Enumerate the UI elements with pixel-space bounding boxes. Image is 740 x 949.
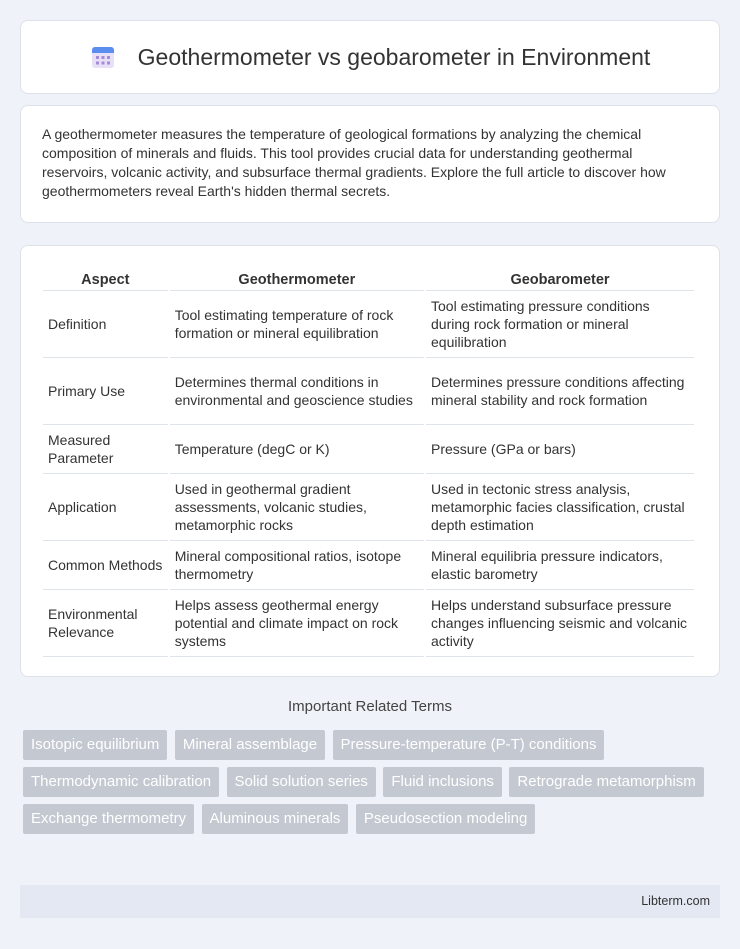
cell-geothermometer: Temperature (degC or K) [170, 425, 424, 474]
cell-aspect: Environmental Relevance [43, 590, 168, 657]
cell-aspect: Definition [43, 291, 168, 358]
related-term-tag[interactable]: Solid solution series [227, 767, 376, 797]
table-row [43, 474, 694, 541]
cell-geothermometer: Used in geothermal gradient assessments, volcanic studies, metamorphic rocks [170, 474, 424, 541]
related-term-tag[interactable]: Mineral assemblage [175, 730, 325, 760]
related-term-tag[interactable]: Exchange thermometry [23, 804, 194, 834]
cell-geothermometer: Mineral compositional ratios, isotope thermometry [170, 541, 424, 590]
cell-geothermometer: Tool estimating temperature of rock formation or mineral equilibration [170, 291, 424, 358]
comparison-card [20, 245, 720, 677]
related-terms-title: Important Related Terms [288, 698, 452, 715]
cell-aspect: Common Methods [43, 541, 168, 590]
intro-card [20, 105, 720, 223]
cell-aspect: Primary Use [43, 358, 168, 425]
comparison-table [41, 265, 696, 657]
cell-geobarometer: Determines pressure conditions affecting mineral stability and rock formation [426, 358, 694, 425]
related-terms-list [23, 730, 713, 841]
footer-brand-link[interactable]: Libterm.com [641, 894, 710, 908]
cell-geobarometer: Mineral equilibria pressure indicators, elastic barometry [426, 541, 694, 590]
header-aspect: Aspect [43, 265, 168, 291]
table-row [43, 425, 694, 474]
cell-geobarometer: Pressure (GPa or bars) [426, 425, 694, 474]
cell-aspect: Measured Parameter [43, 425, 168, 474]
related-term-tag[interactable]: Pseudosection modeling [356, 804, 535, 834]
cell-geothermometer: Helps assess geothermal energy potential and climate impact on rock systems [170, 590, 424, 657]
intro-text: A geothermometer measures the temperature of geological formations by analyzing the chemical composition of minerals and fluids. This tool provides crucial data for understanding geothermal reservoirs, volcanic activity, and subsurface thermal gradients. Explore the full article to discover how geothermometers reveal Earth's hidden thermal secrets. [42, 126, 666, 199]
table-row [43, 541, 694, 590]
table-row [43, 590, 694, 657]
cell-geobarometer: Tool estimating pressure conditions during rock formation or mineral equilibration [426, 291, 694, 358]
page-title: Geothermometer vs geobarometer in Environment [137, 43, 651, 70]
related-term-tag[interactable]: Aluminous minerals [202, 804, 349, 834]
table-header-row [43, 265, 694, 291]
cell-aspect: Application [43, 474, 168, 541]
related-term-tag[interactable]: Fluid inclusions [383, 767, 502, 797]
related-term-tag[interactable]: Pressure-temperature (P-T) conditions [333, 730, 605, 760]
table-row [43, 291, 694, 358]
calendar-icon [90, 44, 116, 70]
footer [20, 885, 720, 918]
table-row [43, 358, 694, 425]
related-term-tag[interactable]: Thermodynamic calibration [23, 767, 219, 797]
related-term-tag[interactable]: Retrograde metamorphism [509, 767, 703, 797]
cell-geobarometer: Used in tectonic stress analysis, metamorphic facies classification, crustal depth estimation [426, 474, 694, 541]
header-card [20, 20, 720, 94]
cell-geobarometer: Helps understand subsurface pressure changes influencing seismic and volcanic activity [426, 590, 694, 657]
cell-geothermometer: Determines thermal conditions in environmental and geoscience studies [170, 358, 424, 425]
related-term-tag[interactable]: Isotopic equilibrium [23, 730, 167, 760]
header-geobarometer: Geobarometer [426, 265, 694, 291]
header-geothermometer: Geothermometer [170, 265, 424, 291]
